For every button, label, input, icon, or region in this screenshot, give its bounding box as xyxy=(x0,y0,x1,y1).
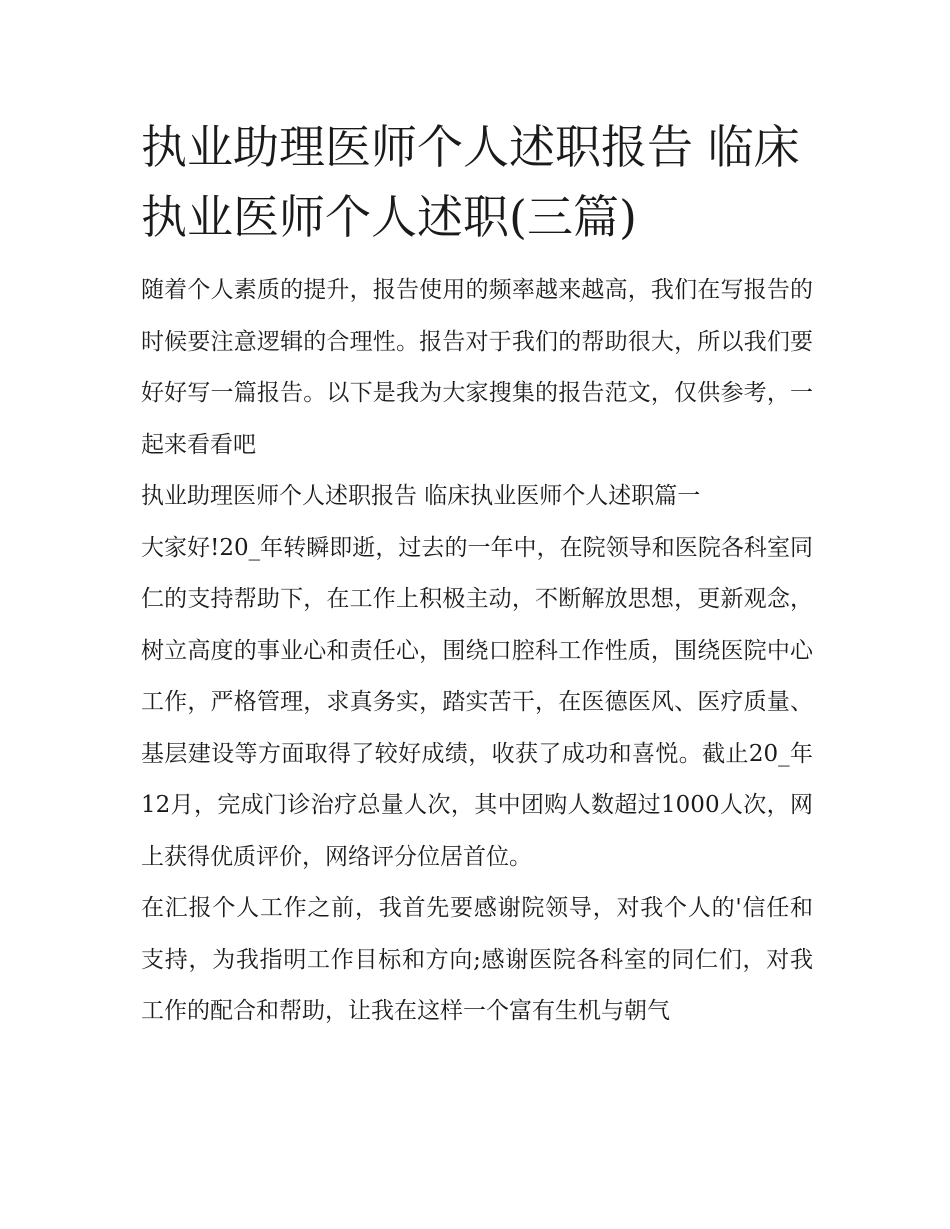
document-body xyxy=(141,112,813,1038)
document-title: 执业助理医师个人述职报告 临床执业医师个人述职(三篇) xyxy=(141,120,800,244)
section-heading: 执业助理医师个人述职报告 临床执业医师个人述职篇一 xyxy=(141,483,701,509)
body-paragraph: 大家好!20_年转瞬即逝，过去的一年中，在院领导和医院各科室同仁的支持帮助下，在工作上积极主动，不断解放思想，更新观念，树立高度的事业心和责任心，围绕口腔科工作性质，围绕医院中心工作，严格管理，求真务实，踏实苦干，在医德医风、医疗质量、基层建设等方面取得了较好成绩，收获了成功和喜悦。截止20_年12月，完成门诊治疗总量人次，其中团购人数超过1000人次，网上获得优质评价，网络评分位居首位。 xyxy=(141,534,813,870)
body-paragraph: 在汇报个人工作之前，我首先要感谢院领导，对我个人的'信任和支持，为我指明工作目标和方向;感谢医院各科室的同仁们，对我工作的配合和帮助，让我在这样一个富有生机与朝气 xyxy=(141,895,813,1024)
intro-paragraph: 随着个人素质的提升，报告使用的频率越来越高，我们在写报告的时候要注意逻辑的合理性。报告对于我们的帮助很大，所以我们要好好写一篇报告。以下是我为大家搜集的报告范文，仅供参考，一起来看看吧 xyxy=(141,277,813,458)
